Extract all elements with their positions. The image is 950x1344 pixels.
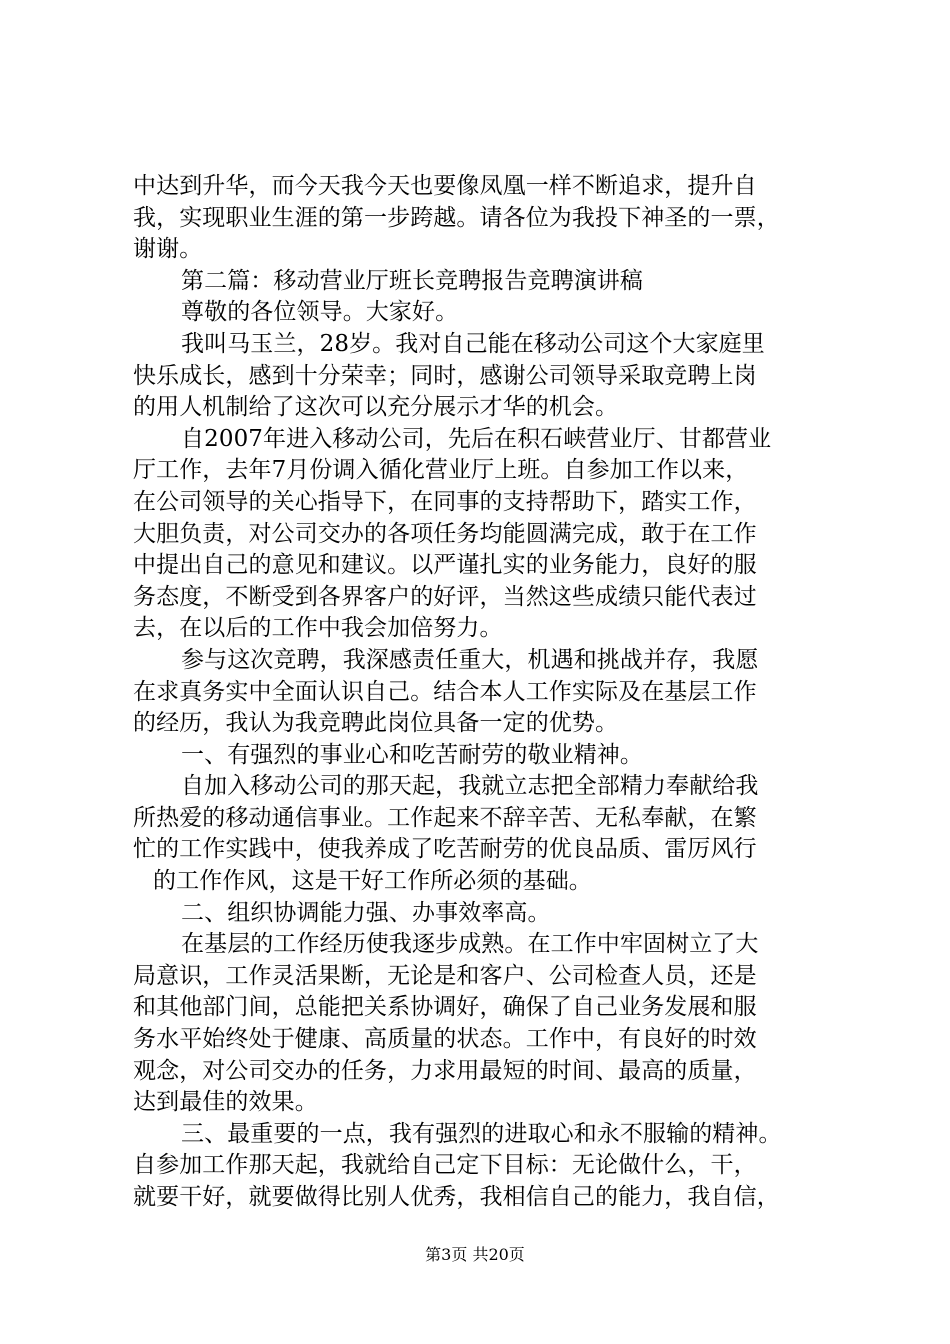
text-line: 在求真务实中全面认识自己。结合本人工作实际及在基层工作 — [133, 678, 757, 705]
text-line: 尊敬的各位领导。大家好。 — [181, 299, 459, 326]
text-line: 快乐成长，感到十分荣幸；同时，感谢公司领导采取竞聘上岗 — [133, 362, 757, 389]
text-line: 达到最佳的效果。 — [133, 1089, 318, 1116]
text-line: 的工作作风，这是干好工作所必须的基础。 — [153, 868, 592, 895]
body-text — [133, 171, 833, 1214]
page-footer: 第3页 共20页 — [425, 1245, 525, 1264]
text-line: 厅工作，去年7月份调入循化营业厅上班。自参加工作以来， — [133, 457, 749, 484]
text-line: 所热爱的移动通信事业。工作起来不辞辛苦、无私奉献，在繁 — [133, 804, 757, 831]
text-line: 就要干好，就要做得比别人优秀，我相信自己的能力，我自信， — [133, 1184, 780, 1210]
text-line: 务水平始终处于健康、高质量的状态。工作中，有良好的时效 — [133, 1026, 757, 1053]
text-line: 三、最重要的一点，我有强烈的进取心和永不服输的精神。 — [181, 1120, 782, 1147]
text-line: 我，实现职业生涯的第一步跨越。请各位为我投下神圣的一票， — [133, 204, 780, 231]
text-line: 务态度，不断受到各界客户的好评，当然这些成绩只能代表过 — [133, 583, 757, 610]
text-line: 和其他部门间，总能把关系协调好，确保了自己业务发展和服 — [133, 994, 757, 1021]
text-line: 自参加工作那天起，我就给自己定下目标：无论做什么，干， — [133, 1152, 757, 1179]
text-line: 局意识，工作灵活果断，无论是和客户、公司检查人员，还是 — [133, 962, 757, 989]
text-line: 观念，对公司交办的任务，力求用最短的时间、最高的质量， — [133, 1057, 757, 1084]
text-line: 中提出自己的意见和建议。以严谨扎实的业务能力，良好的服 — [133, 552, 757, 579]
text-line: 去，在以后的工作中我会加倍努力。 — [133, 615, 503, 642]
text-line: 大胆负责，对公司交办的各项任务均能圆满完成，敢于在工作 — [133, 520, 757, 547]
text-line: 的用人机制给了这次可以充分展示才华的机会。 — [133, 394, 619, 421]
text-line: 二、组织协调能力强、办事效率高。 — [181, 899, 551, 926]
text-line: 中达到升华，而今天我今天也要像凤凰一样不断追求，提升自 — [133, 173, 757, 199]
text-line: 忙的工作实践中，使我养成了吃苦耐劳的优良品质、雷厉风行 — [133, 836, 757, 863]
text-line: 的经历，我认为我竞聘此岗位具备一定的优势。 — [133, 710, 619, 737]
text-line: 在公司领导的关心指导下，在同事的支持帮助下，踏实工作， — [133, 488, 757, 515]
text-line: 自2007年进入移动公司，先后在积石峡营业厅、甘都营业 — [181, 425, 772, 452]
text-line: 谢谢。 — [133, 236, 203, 263]
text-line: 参与这次竞聘，我深感责任重大，机遇和挑战并存，我愿 — [181, 646, 759, 673]
text-line: 一、有强烈的事业心和吃苦耐劳的敬业精神。 — [181, 741, 643, 768]
text-line: 自加入移动公司的那天起，我就立志把全部精力奉献给我 — [181, 773, 759, 800]
text-line: 在基层的工作经历使我逐步成熟。在工作中牢固树立了大 — [181, 931, 759, 958]
text-line: 我叫马玉兰，28岁。我对自己能在移动公司这个大家庭里 — [181, 330, 765, 357]
text-line: 第二篇：移动营业厅班长竞聘报告竞聘演讲稿 — [181, 267, 643, 294]
